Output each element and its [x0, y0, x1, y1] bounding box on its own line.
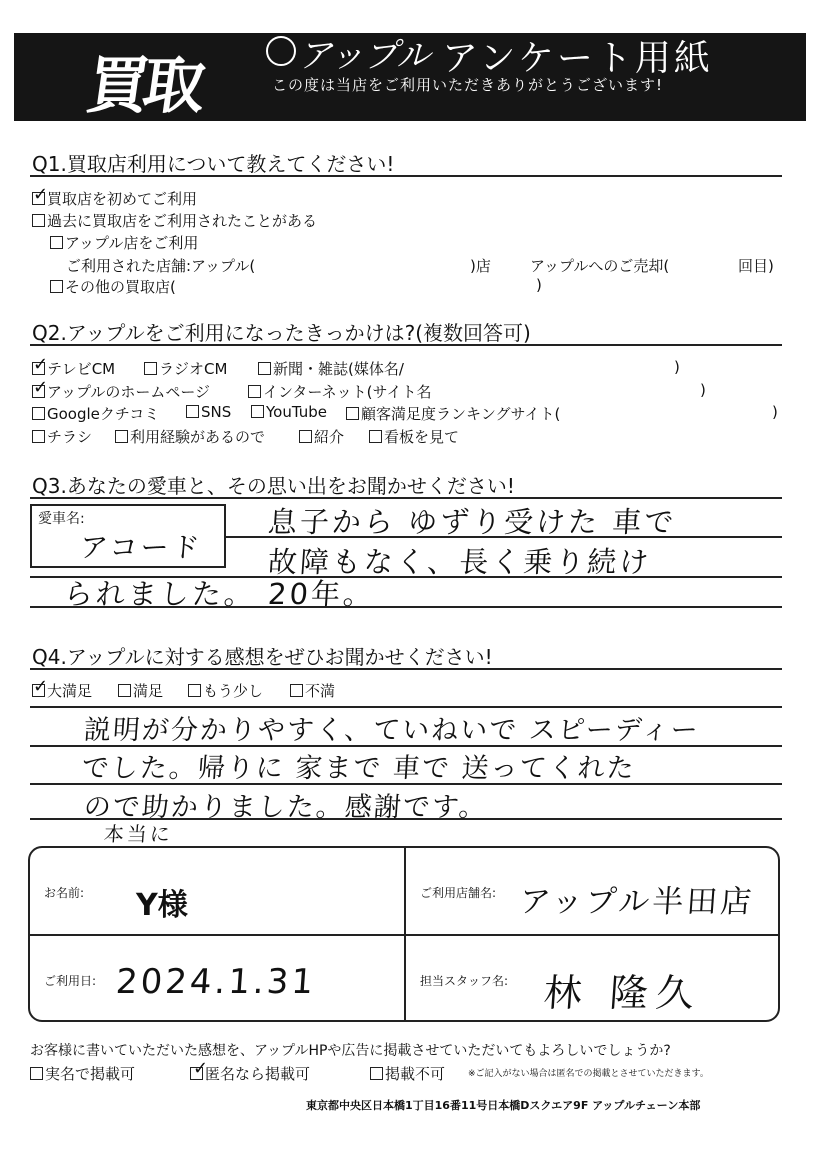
checkbox[interactable]	[290, 684, 303, 697]
q2-heading: Q2.アップルをご利用になったきっかけは?(複数回答可)	[32, 321, 531, 345]
q1-option-first-label: 買取店を初めてご利用	[47, 190, 198, 208]
q2-option-signboard-label: 看板を見て	[384, 428, 460, 446]
checkbox[interactable]	[370, 1067, 383, 1080]
q2-option-sns[interactable]	[186, 403, 231, 421]
q1-heading: Q1.買取店利用について教えてください!	[32, 152, 395, 176]
q1-option-past[interactable]	[32, 210, 317, 231]
checkbox[interactable]	[369, 430, 382, 443]
name-value: Y様	[136, 888, 188, 923]
check-icon: ✓	[193, 1058, 209, 1079]
check-icon: ✓	[33, 354, 49, 375]
header-big-mark: 買取	[82, 49, 205, 122]
q3-divider	[30, 497, 782, 499]
publish-option-anonymous-label: 匿名なら掲載可	[205, 1065, 311, 1083]
q4-option-satisfied[interactable]	[118, 680, 163, 701]
q2-option-news-label: 新聞・雑誌(媒体名/	[273, 360, 404, 378]
q2-option-google-label: Googleクチコミ	[47, 405, 160, 423]
q2-option-flyer-label: チラシ	[47, 428, 93, 446]
company-address: 東京都中央区日本橋1丁目16番11号日本橋Dスクエア9F アップルチェーン本部	[306, 1099, 701, 1112]
q2-news-close: )	[674, 358, 680, 376]
q2-option-tv-label: テレビCM	[47, 360, 116, 378]
memory-line-2: 故障もなく、長く乗り続け	[266, 545, 653, 579]
staff-value: 林 隆久	[542, 971, 704, 1015]
checkbox[interactable]	[299, 430, 312, 443]
q2-option-radio-label: ラジオCM	[159, 360, 228, 378]
q2-option-internet[interactable]	[248, 381, 431, 402]
q2-option-google[interactable]	[32, 403, 159, 424]
q4-option-unsatisfied-label: 不満	[305, 682, 336, 700]
q4-option-unsatisfied[interactable]	[290, 680, 335, 701]
date-label: ご利用日:	[44, 974, 97, 988]
checkbox[interactable]	[258, 362, 271, 375]
checkbox[interactable]	[32, 407, 45, 420]
checkbox[interactable]	[346, 407, 359, 420]
q2-option-ranking[interactable]	[346, 403, 560, 424]
comment-line-3: ので助かりました。感謝です。	[82, 792, 489, 823]
q2-option-sns-label: SNS	[201, 403, 232, 421]
q2-option-referral[interactable]	[299, 426, 344, 447]
q1-divider	[30, 175, 782, 177]
brand-logo-icon	[266, 36, 296, 66]
q2-option-referral-label: 紹介	[314, 428, 345, 446]
staff-label: 担当スタッフ名:	[420, 974, 509, 988]
q2-option-youtube-label: YouTube	[266, 403, 327, 421]
q2-ranking-close: )	[772, 403, 778, 421]
header-brand: アップル	[298, 36, 431, 76]
q2-option-experience[interactable]	[115, 426, 265, 447]
check-icon: ✓	[33, 184, 49, 205]
store-label: ご利用店舗名:	[420, 886, 497, 900]
comment-line-1: 説明が分かりやすく、ていねいで スピーディー	[82, 715, 701, 746]
publish-option-real[interactable]	[30, 1063, 135, 1084]
q4-option-bit-more-label: もう少し	[203, 682, 264, 700]
checkbox[interactable]	[248, 385, 261, 398]
q2-option-internet-label: インターネット(サイト名	[263, 383, 432, 401]
header-subtitle: この度は当店をご利用いただきありがとうございます!	[272, 76, 664, 94]
memory-line-1: 息子から ゆずり受けた 車で	[266, 505, 678, 539]
checkbox[interactable]	[251, 405, 264, 418]
q1-option-other[interactable]	[50, 276, 176, 297]
q1-option-apple[interactable]	[50, 232, 198, 253]
comment-insert: 本当に	[103, 822, 174, 846]
checkbox[interactable]	[30, 1067, 43, 1080]
q1-option-other-label: その他の買取店(	[65, 278, 176, 296]
checkbox[interactable]	[144, 362, 157, 375]
q1-store-label: ご利用された店舗:アップル(	[66, 257, 256, 275]
q1-sale-suffix: 回目)	[738, 257, 774, 275]
q4-divider	[30, 668, 782, 670]
date-value: 2024.1.31	[114, 962, 318, 1002]
q2-option-experience-label: 利用経験があるので	[130, 428, 266, 446]
q1-other-suffix: )	[536, 276, 542, 294]
q1-store-suffix: )店	[470, 257, 491, 275]
q4-option-satisfied-label: 満足	[133, 682, 164, 700]
q2-option-hp[interactable]	[32, 377, 211, 402]
q1-option-apple-label: アップル店をご利用	[65, 234, 199, 252]
q2-option-news[interactable]	[258, 358, 404, 379]
q2-option-ranking-label: 顧客満足度ランキングサイト(	[361, 405, 561, 423]
name-label: お名前:	[44, 886, 85, 900]
q3-heading: Q3.あなたの愛車と、その思い出をお聞かせください!	[32, 474, 515, 498]
publish-note: ※ご記入がない場合は匿名での掲載とさせていただきます。	[468, 1069, 709, 1079]
q4-option-very-satisfied-label: 大満足	[47, 682, 93, 700]
car-name-value: アコード	[78, 531, 204, 564]
memory-line-3: られました。 20年。	[62, 577, 377, 611]
q2-option-flyer[interactable]	[32, 426, 92, 447]
car-name-label: 愛車名:	[38, 511, 85, 527]
q1-sale-label: アップルへのご売却(	[530, 257, 670, 275]
q2-option-radio[interactable]	[144, 358, 227, 379]
publish-option-real-label: 実名で掲載可	[45, 1065, 136, 1083]
comment-line-2: でした。帰りに 家まで 車で 送ってくれた	[80, 753, 637, 784]
publish-option-none-label: 掲載不可	[385, 1065, 446, 1083]
check-icon: ✓	[33, 377, 49, 398]
q4-option-bit-more[interactable]	[188, 680, 263, 701]
q1-option-first[interactable]	[32, 184, 198, 209]
q2-divider	[30, 344, 782, 346]
q2-option-hp-label: アップルのホームページ	[47, 383, 211, 401]
checkbox[interactable]	[186, 405, 199, 418]
publish-option-none[interactable]	[370, 1063, 445, 1084]
q1-option-past-label: 過去に買取店をご利用されたことがある	[47, 212, 318, 230]
checkbox[interactable]	[32, 214, 45, 227]
publish-question: お客様に書いていただいた感想を、アップルHPや広告に掲載させていただいてもよろしいでしょうか?	[30, 1043, 671, 1059]
checkbox[interactable]	[118, 684, 131, 697]
check-icon: ✓	[33, 676, 49, 697]
q2-internet-close: )	[700, 381, 706, 399]
q2-option-signboard[interactable]	[369, 426, 459, 447]
checkbox[interactable]	[115, 430, 128, 443]
store-value: アップル半田店	[518, 884, 756, 920]
checkbox[interactable]	[50, 236, 63, 249]
checkbox[interactable]	[188, 684, 201, 697]
checkbox[interactable]	[32, 430, 45, 443]
q2-option-youtube[interactable]	[251, 403, 327, 421]
q4-heading: Q4.アップルに対する感想をぜひお聞かせください!	[32, 645, 493, 669]
checkbox[interactable]	[50, 280, 63, 293]
info-divider-horizontal	[30, 934, 778, 936]
header-title: アンケート用紙	[442, 38, 713, 79]
